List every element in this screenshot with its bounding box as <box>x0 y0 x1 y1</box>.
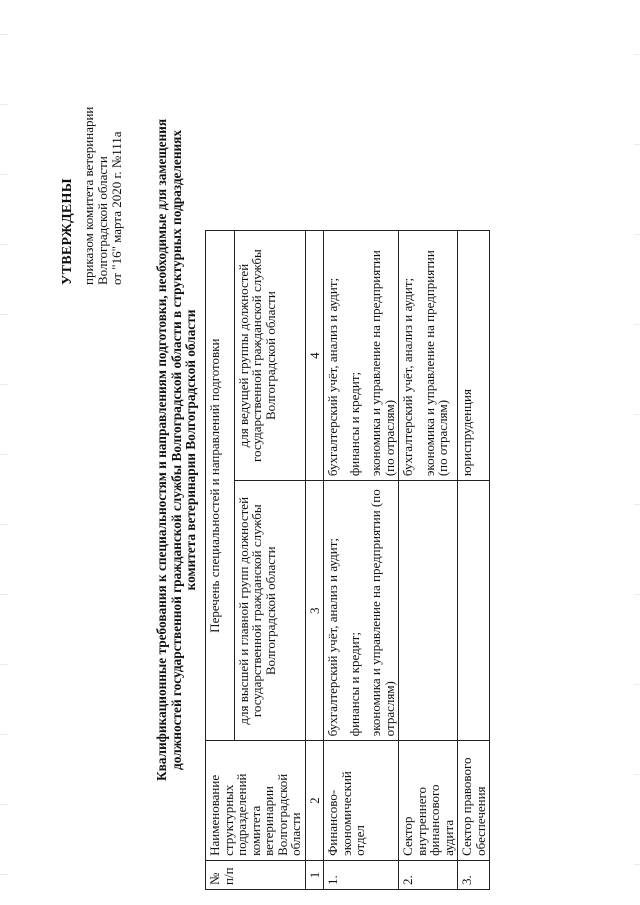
requirements-table <box>205 230 490 890</box>
table-row <box>458 231 490 890</box>
row-senior-specialties <box>458 481 490 741</box>
specialty-item: юриспруденция <box>459 389 474 477</box>
row-name: Сектор внутреннего финансового аудита <box>399 741 458 861</box>
header-name: Наименование структурных подразделений комитета ветеринарии Волгоградской области <box>206 741 306 861</box>
row-lead-specialties <box>458 231 490 481</box>
row-name: Финансово-экономический отдел <box>324 741 399 861</box>
specialty-item: экономика и управление на предприятии (по отраслям) <box>368 489 397 737</box>
col-number-1: 1 <box>305 860 324 889</box>
heading-line-3: комитета ветеринарии Волгоградской области <box>183 309 198 591</box>
scan-edge-noise <box>634 0 640 905</box>
header-lead: для ведущей группы должностей государственной гражданской службы Волгоградской области <box>234 231 305 481</box>
col-number-2: 2 <box>305 741 324 861</box>
row-num: 1. <box>324 860 399 889</box>
column-number-row <box>305 231 324 890</box>
row-senior-specialties <box>324 481 399 741</box>
row-name: Сектор правового обеспечения <box>458 741 490 861</box>
approval-date-line: от "16" марта 2020 г. №111а <box>109 131 124 285</box>
approval-region-line: Волгоградской области <box>95 156 110 285</box>
specialty-item: бухгалтерский учёт, анализ и аудит; <box>325 538 340 737</box>
table-header-row <box>206 231 235 890</box>
specialty-item: бухгалтерский учёт, анализ и аудит; <box>325 277 340 477</box>
header-list: Перечень специальностей и направлений подготовки <box>206 231 235 741</box>
specialty-item: финансы и кредит; <box>346 371 362 477</box>
row-lead-specialties <box>324 231 399 481</box>
specialty-item: финансы и кредит; <box>346 632 362 737</box>
specialty-item: бухгалтерский учёт, анализ и аудит; <box>400 277 415 477</box>
document-heading <box>155 40 199 860</box>
row-num: 2. <box>399 860 458 889</box>
approval-order-line: приказом комитета ветеринарии <box>81 106 96 285</box>
table-row <box>399 231 458 890</box>
row-senior-specialties <box>399 481 458 741</box>
scan-edge-noise <box>0 0 8 905</box>
heading-line-1: Квалификационные требования к специальностям и направлениям подготовки, необходимые для замещения <box>154 118 169 782</box>
col-number-4: 4 <box>305 231 324 481</box>
approval-title: УТВЕРЖДЕНЫ <box>60 178 75 285</box>
row-lead-specialties <box>399 231 458 481</box>
row-num: 3. <box>458 860 490 889</box>
table-row <box>324 231 399 890</box>
specialty-item: экономика и управление на предприятии (по отраслям) <box>421 250 450 477</box>
col-number-3: 3 <box>305 481 324 741</box>
header-senior: для высшей и главной групп должностей государственной гражданской службы Волгоградской области <box>234 481 305 741</box>
header-num: № п/п <box>206 860 306 889</box>
heading-line-2: должностей государственной гражданской службы Волгоградской области в структурных подразделениях <box>168 130 184 770</box>
specialty-item: экономика и управление на предприятии (по отраслям) <box>368 250 397 477</box>
